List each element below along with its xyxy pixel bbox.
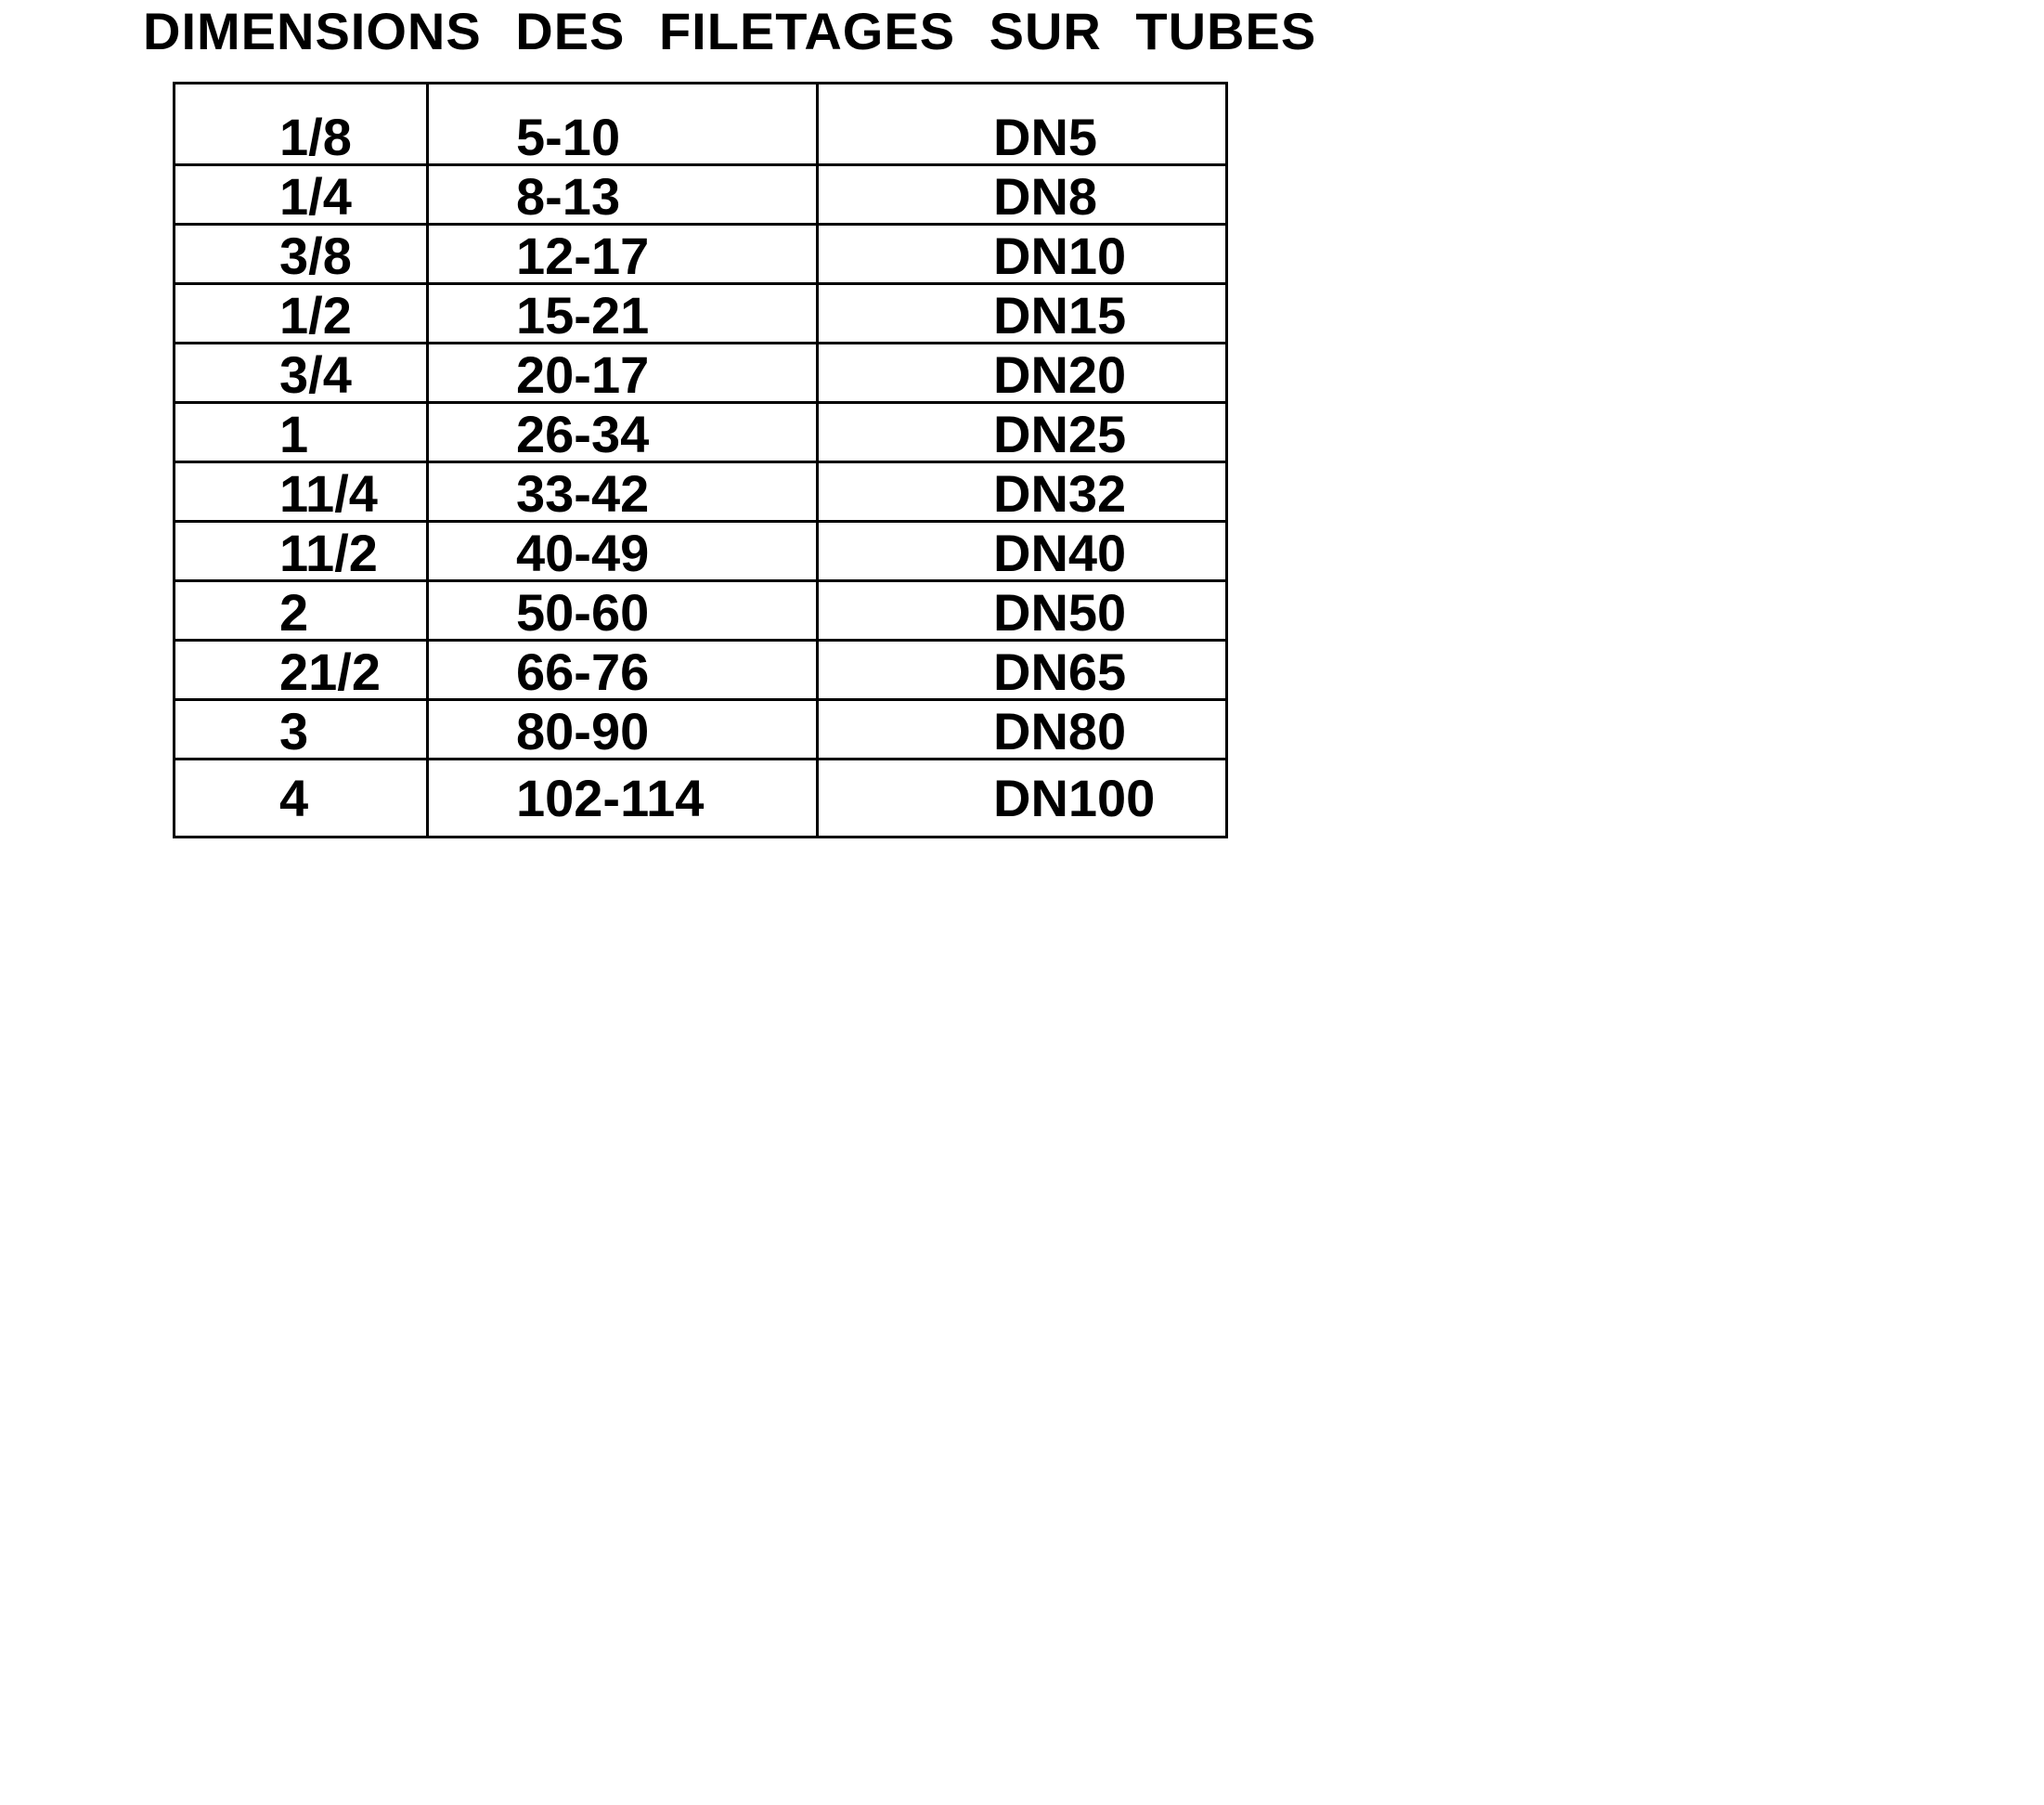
nominal-diameter-cell: DN10	[818, 225, 1227, 284]
table-row	[175, 760, 1227, 838]
page-title: DIMENSIONS DES FILETAGES SUR TUBES	[143, 2, 1317, 60]
table-row	[175, 700, 1227, 760]
table-row	[175, 403, 1227, 462]
table-row	[175, 581, 1227, 641]
diameter-range-cell: 26-34	[428, 403, 818, 462]
inch-size-cell: 11/4	[175, 462, 428, 522]
diameter-range-cell: 5-10	[428, 84, 818, 165]
nominal-diameter-cell: DN8	[818, 165, 1227, 225]
nominal-diameter-cell: DN65	[818, 641, 1227, 700]
inch-size-cell: 11/2	[175, 522, 428, 581]
nominal-diameter-cell: DN40	[818, 522, 1227, 581]
nominal-diameter-cell: DN5	[818, 84, 1227, 165]
inch-size-cell: 3/8	[175, 225, 428, 284]
diameter-range-cell: 33-42	[428, 462, 818, 522]
diameter-range-cell: 50-60	[428, 581, 818, 641]
diameter-range-cell: 12-17	[428, 225, 818, 284]
table-row	[175, 165, 1227, 225]
table-row	[175, 462, 1227, 522]
nominal-diameter-cell: DN32	[818, 462, 1227, 522]
inch-size-cell: 4	[175, 760, 428, 838]
nominal-diameter-cell: DN15	[818, 284, 1227, 344]
inch-size-cell: 2	[175, 581, 428, 641]
nominal-diameter-cell: DN25	[818, 403, 1227, 462]
diameter-range-cell: 20-17	[428, 344, 818, 403]
inch-size-cell: 1/8	[175, 84, 428, 165]
table-row	[175, 522, 1227, 581]
diameter-range-cell: 8-13	[428, 165, 818, 225]
table-row	[175, 84, 1227, 165]
diameter-range-cell: 15-21	[428, 284, 818, 344]
inch-size-cell: 1	[175, 403, 428, 462]
nominal-diameter-cell: DN100	[818, 760, 1227, 838]
thread-dimensions-table	[173, 82, 1228, 838]
table-row	[175, 344, 1227, 403]
diameter-range-cell: 80-90	[428, 700, 818, 760]
nominal-diameter-cell: DN50	[818, 581, 1227, 641]
diameter-range-cell: 40-49	[428, 522, 818, 581]
nominal-diameter-cell: DN80	[818, 700, 1227, 760]
table-row	[175, 225, 1227, 284]
table-row	[175, 641, 1227, 700]
inch-size-cell: 3	[175, 700, 428, 760]
diameter-range-cell: 102-114	[428, 760, 818, 838]
table-row	[175, 284, 1227, 344]
inch-size-cell: 1/4	[175, 165, 428, 225]
inch-size-cell: 21/2	[175, 641, 428, 700]
nominal-diameter-cell: DN20	[818, 344, 1227, 403]
diameter-range-cell: 66-76	[428, 641, 818, 700]
inch-size-cell: 1/2	[175, 284, 428, 344]
inch-size-cell: 3/4	[175, 344, 428, 403]
